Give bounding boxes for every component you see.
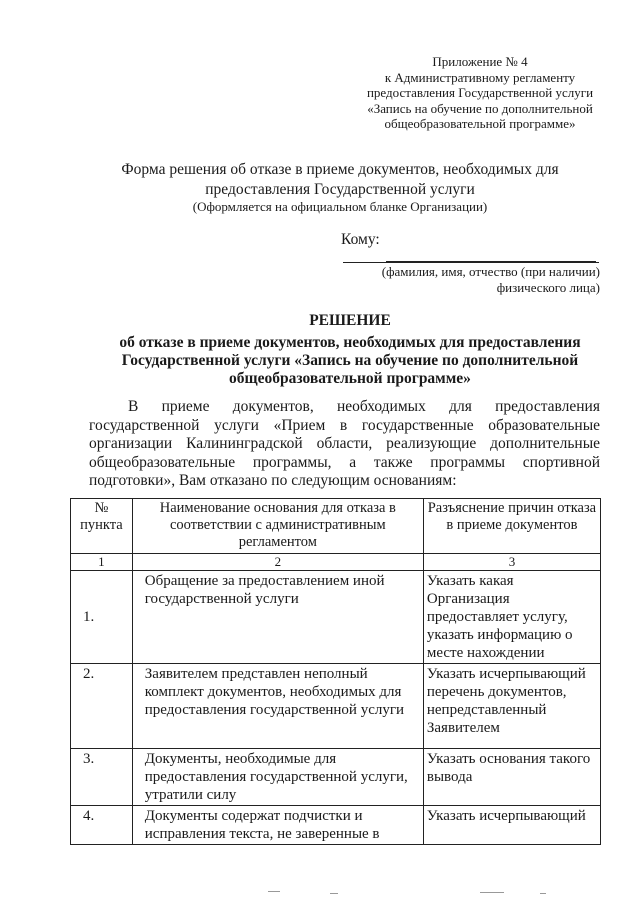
row-number: 4.: [71, 806, 133, 845]
table-row: [71, 664, 601, 749]
row-explanation: Указать какая Организация предоставляет услугу, указать информацию о месте нахождении: [423, 571, 600, 664]
recipient-hint-line: (фамилия, имя, отчество (при наличии): [381, 264, 600, 279]
appendix-line: «Запись на обучение по дополнительной: [367, 100, 593, 116]
table-row: [71, 571, 601, 664]
scan-artifact: [330, 893, 338, 894]
body-paragraph: [89, 398, 600, 491]
row-number: 1.: [71, 571, 133, 664]
grounds-table: [70, 498, 601, 845]
form-title-line: предоставления Государственной услуги: [205, 181, 475, 198]
appendix-line: Приложение № 4: [432, 54, 528, 69]
recipient-hint-line: физического лица): [496, 280, 600, 295]
form-note: (Оформляется на официальном бланке Организации): [192, 199, 488, 214]
scan-artifact: [268, 891, 280, 892]
appendix-line: предоставления Государственной услуги: [366, 85, 594, 100]
form-title: [70, 160, 610, 200]
recipient-field[interactable]: [386, 245, 596, 262]
recipient-label: Кому:: [341, 231, 380, 248]
row-number: 3.: [71, 749, 133, 806]
row-reason: Обращение за предоставлением иной государственной услуги: [132, 571, 423, 664]
column-header: Наименование основания для отказа в соответствии с административным регламентом: [132, 499, 423, 554]
scan-artifact: [540, 893, 546, 894]
appendix-line: к Административному регламенту: [384, 69, 576, 85]
paragraph-line: организации Калининградской области, реализующие дополнительные: [89, 435, 600, 452]
paragraph-line: подготовки», Вам отказано по следующим основаниям:: [89, 472, 457, 489]
row-reason: Документы содержат подчистки и исправления текста, не заверенные в: [132, 806, 423, 845]
row-reason: Документы, необходимые для предоставления государственной услуги, утратили силу: [132, 749, 423, 806]
row-explanation: Указать основания такого вывода: [423, 749, 600, 806]
appendix-line: общеобразовательной программе»: [384, 116, 576, 131]
row-number: 2.: [71, 664, 133, 749]
table-row: [71, 749, 601, 806]
scan-artifact: [480, 892, 504, 893]
recipient-hint: [300, 264, 600, 296]
column-number: 1: [71, 554, 133, 571]
paragraph-line: общеобразовательные программы, а также программы спортивной: [89, 453, 600, 471]
column-number: 3: [423, 554, 600, 571]
column-number-row: [71, 554, 601, 571]
table-row: [71, 806, 601, 845]
recipient-field-line: [343, 262, 599, 263]
paragraph-line: государственной услуги «Прием в государственные образовательные: [89, 416, 600, 434]
row-explanation: Указать исчерпывающий: [423, 806, 600, 845]
column-number: 2: [132, 554, 423, 571]
decision-subtitle-line: об отказе в приеме документов, необходимых для предоставления: [119, 334, 581, 351]
paragraph-line: В приеме документов, необходимых для предоставления: [128, 398, 600, 415]
decision-heading: [60, 312, 640, 388]
table-header-row: [71, 499, 601, 554]
decision-subtitle-line: общеобразовательной программе»: [229, 370, 471, 387]
appendix-block: [340, 54, 620, 132]
form-title-line: Форма решения об отказе в приеме документов, необходимых для: [121, 161, 559, 178]
decision-title: РЕШЕНИЕ: [309, 312, 391, 329]
column-header: № пункта: [71, 499, 133, 554]
row-explanation: Указать исчерпывающий перечень документов, непредставленный Заявителем: [423, 664, 600, 749]
column-header: Разъяснение причин отказа в приеме документов: [423, 499, 600, 554]
decision-subtitle-line: Государственной услуги «Запись на обучение по дополнительной: [121, 352, 579, 369]
row-reason: Заявителем представлен неполный комплект документов, необходимых для предоставления государственной услуги: [132, 664, 423, 749]
